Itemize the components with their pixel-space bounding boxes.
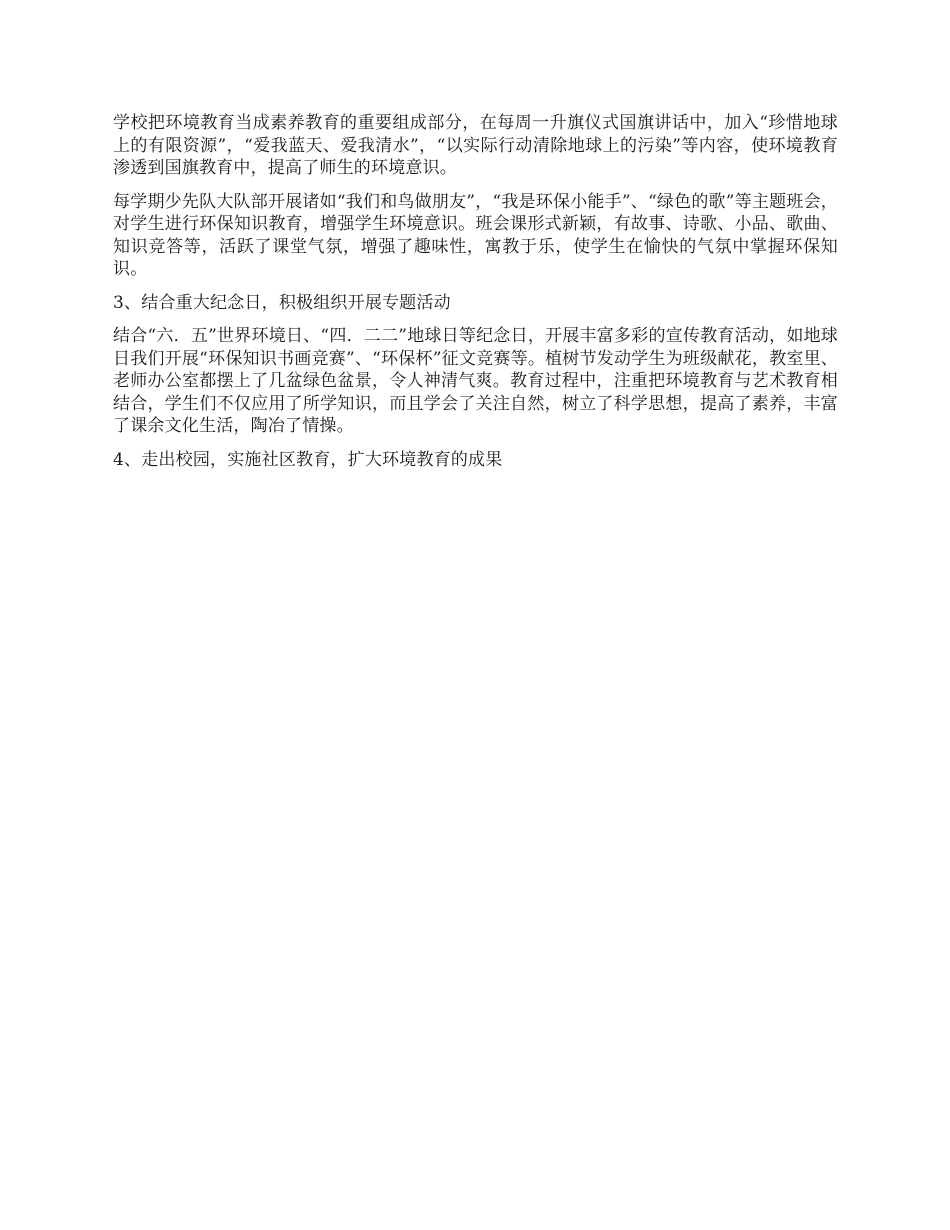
paragraph-commemoration-days: 结合“六．五”世界环境日、“四．二二”地球日等纪念日，开展丰富多彩的宣传教育活动，如地球日我们开展“环保知识书画竞赛”、“环保杯”征文竞赛等。植树节发动学生为班级献花，教室里、老师办公室都摆上了几盆绿色盆景，令人神清气爽。教育过程中，注重把环境教育与艺术教育相结合，学生们不仅应用了所学知识，而且学会了关注自然，树立了科学思想，提高了素养，丰富了课余文化生活，陶冶了情操。 (113, 326, 838, 436)
section-heading-3: 3、结合重大纪念日，积极组织开展专题活动 (113, 292, 451, 313)
paragraph-class-meetings: 每学期少先队大队部开展诸如“我们和鸟做朋友”，“我是环保小能手”、“绿色的歌”等主题班会，对学生进行环保知识教育，增强学生环境意识。班会课形式新颖，有故事、诗歌、小品、歌曲、知识竞答等，活跃了课堂气氛，增强了趣味性，寓教于乐，使学生在愉快的气氛中掌握环保知识。 (113, 191, 838, 279)
paragraph-flag-speech: 学校把环境教育当成素养教育的重要组成部分，在每周一升旗仪式国旗讲话中，加入“珍惜地球上的有限资源”，“爱我蓝天、爱我清水”，“以实际行动清除地球上的污染”等内容，使环境教育渗透到国旗教育中，提高了师生的环境意识。 (113, 113, 838, 178)
section-heading-4: 4、走出校园，实施社区教育，扩大环境教育的成果 (113, 449, 503, 470)
document-body (113, 112, 838, 482)
